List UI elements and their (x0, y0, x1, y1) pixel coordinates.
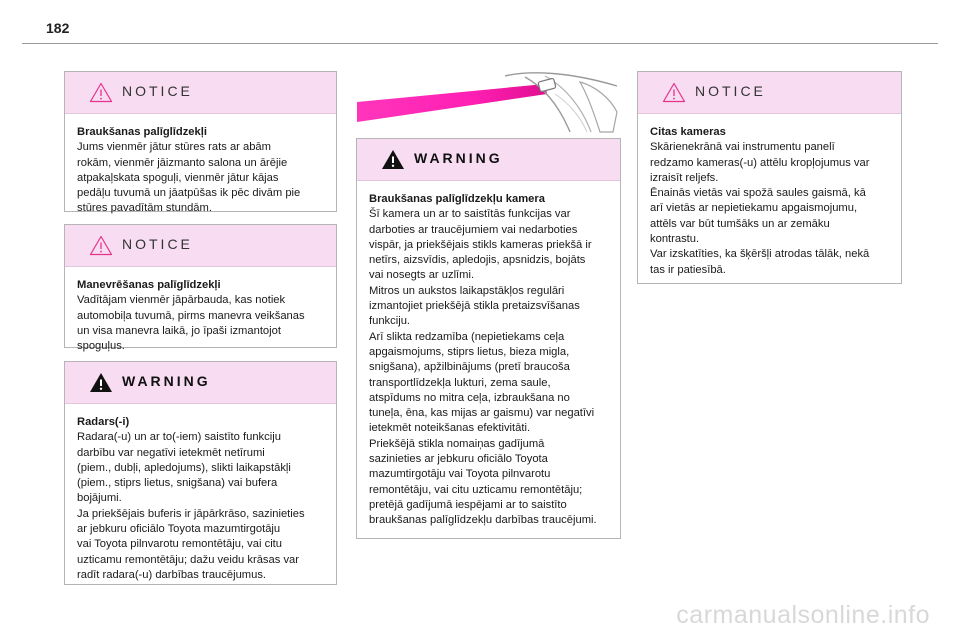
box-title: Radars(-i) (77, 416, 130, 428)
notice-box-manoeuvring-aids (64, 224, 337, 353)
notice-label: NOTICE (122, 236, 193, 252)
notice-box-driving-aids (64, 71, 337, 215)
warning-triangle-icon (89, 372, 113, 393)
notice-label: NOTICE (695, 83, 766, 99)
top-divider (22, 43, 938, 44)
windscreen-camera-illustration (355, 72, 621, 134)
notice-header (65, 225, 336, 267)
warning-box-camera (356, 138, 621, 539)
warning-header (357, 139, 620, 181)
box-text: Skārienekrānā vai instrumentu panelī redzamo kameras(-u) attēlu kropļojumus var izraisīt reljefs. Ēnainās vietās vai spožā saules gaismā, kā arī vietās ar nepietiekamu apgaismojumu, attēls var būt tumšāks un ar zemāku kontrastu. Var izskatīties, ka šķēršļi atrodas tālāk, nekā tas ir patiesībā. (650, 141, 870, 276)
notice-triangle-icon (662, 82, 686, 103)
watermark: carmanualsonline.info (676, 601, 930, 629)
box-title: Manevrēšanas palīglīdzekļi (77, 279, 221, 291)
box-text: Vadītājam vienmēr jāpārbauda, kas notiek automobiļa tuvumā, pirms manevra veikšanas un visa manevra laikā, jo īpaši izmantojot spoguļus. (77, 294, 305, 353)
box-text: Jums vienmēr jātur stūres rats ar abām rokām, vienmēr jāizmanto salona un ārējie atpakaļskata spoguļi, vienmēr jātur kājas pedāļu tuvumā un jāatpūšas ik pēc divām pie stūres pavadītām stundām. (77, 141, 301, 215)
camera-housing-icon (538, 78, 556, 92)
box-text: Šī kamera un ar to saistītās funkcijas var darboties ar traucējumiem vai nedarboties vispār, ja priekšējais stikls kameras priekšā ir netīrs, aizsvīdis, apledojis, apsnidzis, bojāts vai nosegts ar uzlīmi. Mitros un aukstos laikapstākļos regulāri izmantojiet priekšējā stikla pretaizsvīšanas funkciju. Arī slikta redzamība (nepietiekams ceļa apgaismojums, stiprs lietus, bieza migla, snigšana), apžilbinājums (pretī braucoša transportlīdzekļa lukturi, zema saule, atspīdums no mitra ceļa, izbraukšana no tuneļa, ēna, kas mijas ar gaismu) var negatīvi ietekmēt noteikšanas efektivitāti. Priekšējā stikla nomaiņas gadījumā sazinieties ar jebkuru oficiālo Toyota mazumtirgotāju vai Toyota pilnvarotu remontētāju, vai citu uzticamu remontētāju; pretējā gadījumā iespējami ar to saistīto braukšanas palīglīdzekļu darbības traucējumi. (369, 208, 597, 527)
car-roof-line (505, 73, 617, 86)
notice-triangle-icon (89, 235, 113, 256)
notice-header (638, 72, 901, 114)
side-window (580, 82, 617, 132)
box-title: Braukšanas palīglīdzekļi (77, 126, 207, 138)
camera-beam (357, 84, 547, 122)
warning-label: WARNING (122, 373, 211, 389)
notice-box-other-cameras (637, 71, 902, 284)
page-number: 182 (46, 20, 70, 36)
notice-triangle-icon (89, 82, 113, 103)
notice-header (65, 72, 336, 114)
box-text: Radara(-u) un ar to(-iem) saistīto funkciju darbību var negatīvi ietekmēt netīrumi (piem., dubļi, apledojums), slikti laikapstākļi (piem., stiprs lietus, snigšana) vai bufera bojājumi. Ja priekšējais buferis ir jāpārkrāso, sazinieties ar jebkuru oficiālo Toyota mazumtirgotāju vai Toyota pilnvarotu remontētāju, vai citu uzticamu remontētāju; dažu veidu krāsas var radīt radara(-u) darbības traucējumus. (77, 431, 305, 581)
box-title: Citas kameras (650, 126, 726, 138)
warning-label: WARNING (414, 150, 503, 166)
warning-box-radar (64, 361, 337, 585)
box-title: Braukšanas palīglīdzekļu kamera (369, 193, 545, 205)
notice-label: NOTICE (122, 83, 193, 99)
warning-triangle-icon (381, 149, 405, 170)
warning-header (65, 362, 336, 404)
